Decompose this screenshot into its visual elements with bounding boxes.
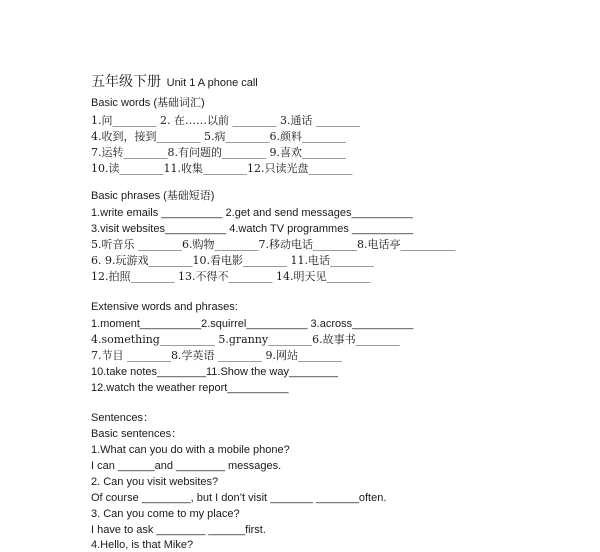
extensive-row: 10.take notes________11.Show the way________ — [91, 366, 338, 378]
sentence-line: 1.What can you do with a mobile phone? — [91, 444, 290, 456]
basic-phrases-row: 12.拍照________ 13.不得不________ 14.明天见________ — [91, 270, 371, 283]
basic-words-heading: Basic words (基础词汇) — [91, 97, 205, 109]
basic-words-row: 1.问________ 2. 在……以前 ________ 3.通话 ________ — [91, 114, 360, 127]
sentence-line: I have to ask ________ ______first. — [91, 524, 266, 536]
basic-phrases-row: 1.write emails __________ 2.get and send messages__________ — [91, 207, 413, 219]
extensive-row: 7.节目 ________8.学英语 ________ 9.网站________ — [91, 349, 342, 362]
extensive-row: 4.something__________ 5.granny________6.故事书________ — [91, 333, 400, 346]
basic-words-row: 10.读________11.收集________12.只读光盘________ — [91, 162, 353, 175]
sentences-heading: Sentences： — [91, 412, 154, 424]
extensive-heading: Extensive words and phrases: — [91, 301, 238, 313]
title-chinese: 五年级下册 — [91, 74, 161, 90]
extensive-row: 1.moment__________2.squirrel__________ 3.across__________ — [91, 318, 414, 330]
basic-phrases-row: 5.听音乐 ________6.购物________7.移动电话________8.电话亭__________ — [91, 238, 456, 251]
sentence-line: 3. Can you come to my place? — [91, 508, 240, 520]
sentence-line: Of course ________, but I don’t visit _______ _______often. — [91, 492, 387, 504]
sentence-line: I can ______and ________ messages. — [91, 460, 282, 472]
page-title — [91, 71, 258, 91]
sentence-line: 2. Can you visit websites? — [91, 476, 219, 488]
extensive-row: 12.watch the weather report__________ — [91, 382, 289, 394]
basic-sentences-heading: Basic sentences： — [91, 428, 183, 440]
basic-words-row: 4.收到，接到________ 5.病________6.颜料________ — [91, 130, 346, 143]
title-english: Unit 1 A phone call — [166, 77, 258, 89]
sentence-line: 4.Hello, is that Mike? — [91, 539, 194, 551]
basic-phrases-row: 3.visit websites__________ 4.watch TV programmes __________ — [91, 223, 414, 235]
basic-words-row: 7.运转________8.有问题的________ 9.喜欢________ — [91, 146, 346, 159]
basic-phrases-heading: Basic phrases (基础短语) — [91, 190, 215, 202]
basic-phrases-row: 6. 9.玩游戏________10.看电影________ 11.电话________ — [91, 254, 374, 267]
